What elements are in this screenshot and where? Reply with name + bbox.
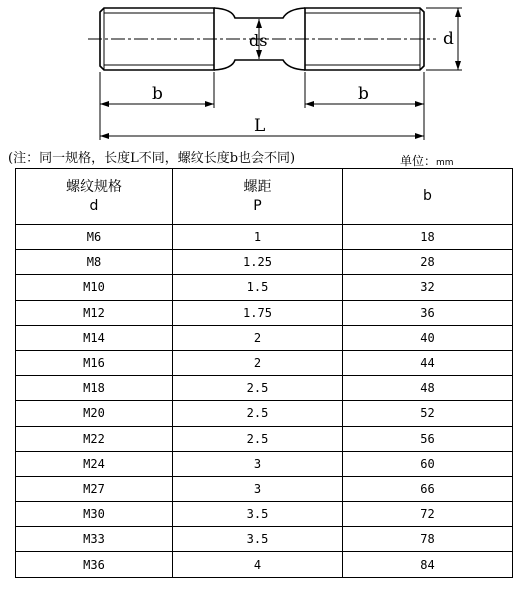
cell-thread-spec: M16 xyxy=(16,350,173,375)
cell-thread-spec: M24 xyxy=(16,451,173,476)
header-thread-spec-line2: d xyxy=(89,197,99,214)
cell-b: 56 xyxy=(343,426,513,451)
cell-b: 40 xyxy=(343,325,513,350)
cell-b: 44 xyxy=(343,350,513,375)
unit-label-text: 单位： xyxy=(400,154,437,168)
cell-b: 28 xyxy=(343,250,513,275)
cell-pitch: 1 xyxy=(173,225,343,250)
table-row xyxy=(16,300,513,325)
header-pitch xyxy=(173,169,343,225)
cell-b: 60 xyxy=(343,451,513,476)
cell-pitch: 2.5 xyxy=(173,376,343,401)
header-pitch-line1: 螺距 xyxy=(243,178,272,195)
cell-b: 78 xyxy=(343,527,513,552)
table-header-row xyxy=(16,169,513,225)
cell-pitch: 2.5 xyxy=(173,401,343,426)
cell-thread-spec: M10 xyxy=(16,275,173,300)
table-row xyxy=(16,401,513,426)
cell-pitch: 1.5 xyxy=(173,275,343,300)
table-row xyxy=(16,476,513,501)
cell-pitch: 1.25 xyxy=(173,250,343,275)
cell-b: 48 xyxy=(343,376,513,401)
table-body xyxy=(16,225,513,578)
cell-thread-spec: M33 xyxy=(16,527,173,552)
header-thread-spec xyxy=(16,169,173,225)
stud-spec-table xyxy=(15,168,513,578)
cell-thread-spec: M18 xyxy=(16,376,173,401)
header-thread-spec-line1: 螺纹规格 xyxy=(66,178,122,195)
table-row xyxy=(16,502,513,527)
table-row xyxy=(16,426,513,451)
header-b-label: b xyxy=(423,188,432,204)
cell-pitch: 4 xyxy=(173,552,343,577)
table-row xyxy=(16,376,513,401)
unit-label xyxy=(400,152,454,169)
cell-thread-spec: M6 xyxy=(16,225,173,250)
cell-thread-spec: M30 xyxy=(16,502,173,527)
cell-pitch: 2 xyxy=(173,350,343,375)
table-row xyxy=(16,325,513,350)
arrow-d-top xyxy=(455,8,461,17)
cell-thread-spec: M36 xyxy=(16,552,173,577)
cell-thread-spec: M12 xyxy=(16,300,173,325)
cell-b: 36 xyxy=(343,300,513,325)
cell-pitch: 1.75 xyxy=(173,300,343,325)
cell-b: 32 xyxy=(343,275,513,300)
cell-pitch: 3 xyxy=(173,451,343,476)
arrow-ds-bottom xyxy=(256,50,262,59)
header-b xyxy=(343,169,513,225)
header-pitch-line2: P xyxy=(253,197,262,214)
unit-value: mm xyxy=(436,158,454,168)
cell-b: 72 xyxy=(343,502,513,527)
table-row xyxy=(16,350,513,375)
label-ds: ds xyxy=(249,31,268,50)
arrow-L-2 xyxy=(415,133,424,139)
table-row xyxy=(16,527,513,552)
cell-thread-spec: M22 xyxy=(16,426,173,451)
table-row xyxy=(16,225,513,250)
arrow-b-right-2 xyxy=(415,101,424,107)
arrow-b-left-1 xyxy=(100,101,109,107)
arrow-b-right-1 xyxy=(305,101,314,107)
table-row xyxy=(16,552,513,577)
cell-pitch: 3.5 xyxy=(173,502,343,527)
cell-pitch: 3.5 xyxy=(173,527,343,552)
cell-b: 66 xyxy=(343,476,513,501)
label-b-left: b xyxy=(152,84,163,104)
table-row xyxy=(16,250,513,275)
cell-pitch: 2.5 xyxy=(173,426,343,451)
arrow-L-1 xyxy=(100,133,109,139)
cell-thread-spec: M14 xyxy=(16,325,173,350)
table-row xyxy=(16,451,513,476)
label-b-right: b xyxy=(358,84,369,104)
label-d: d xyxy=(443,29,454,49)
cell-thread-spec: M27 xyxy=(16,476,173,501)
cell-pitch: 2 xyxy=(173,325,343,350)
arrow-d-bottom xyxy=(455,61,461,70)
cell-b: 84 xyxy=(343,552,513,577)
cell-thread-spec: M8 xyxy=(16,250,173,275)
length-note: (注：同一规格，长度L不同，螺纹长度b也会不同) xyxy=(8,151,296,166)
cell-pitch: 3 xyxy=(173,476,343,501)
table-row xyxy=(16,275,513,300)
label-L: L xyxy=(254,116,266,136)
stud-bolt-drawing xyxy=(0,0,529,145)
cell-thread-spec: M20 xyxy=(16,401,173,426)
cell-b: 18 xyxy=(343,225,513,250)
arrow-ds-top xyxy=(256,19,262,28)
cell-b: 52 xyxy=(343,401,513,426)
arrow-b-left-2 xyxy=(205,101,214,107)
